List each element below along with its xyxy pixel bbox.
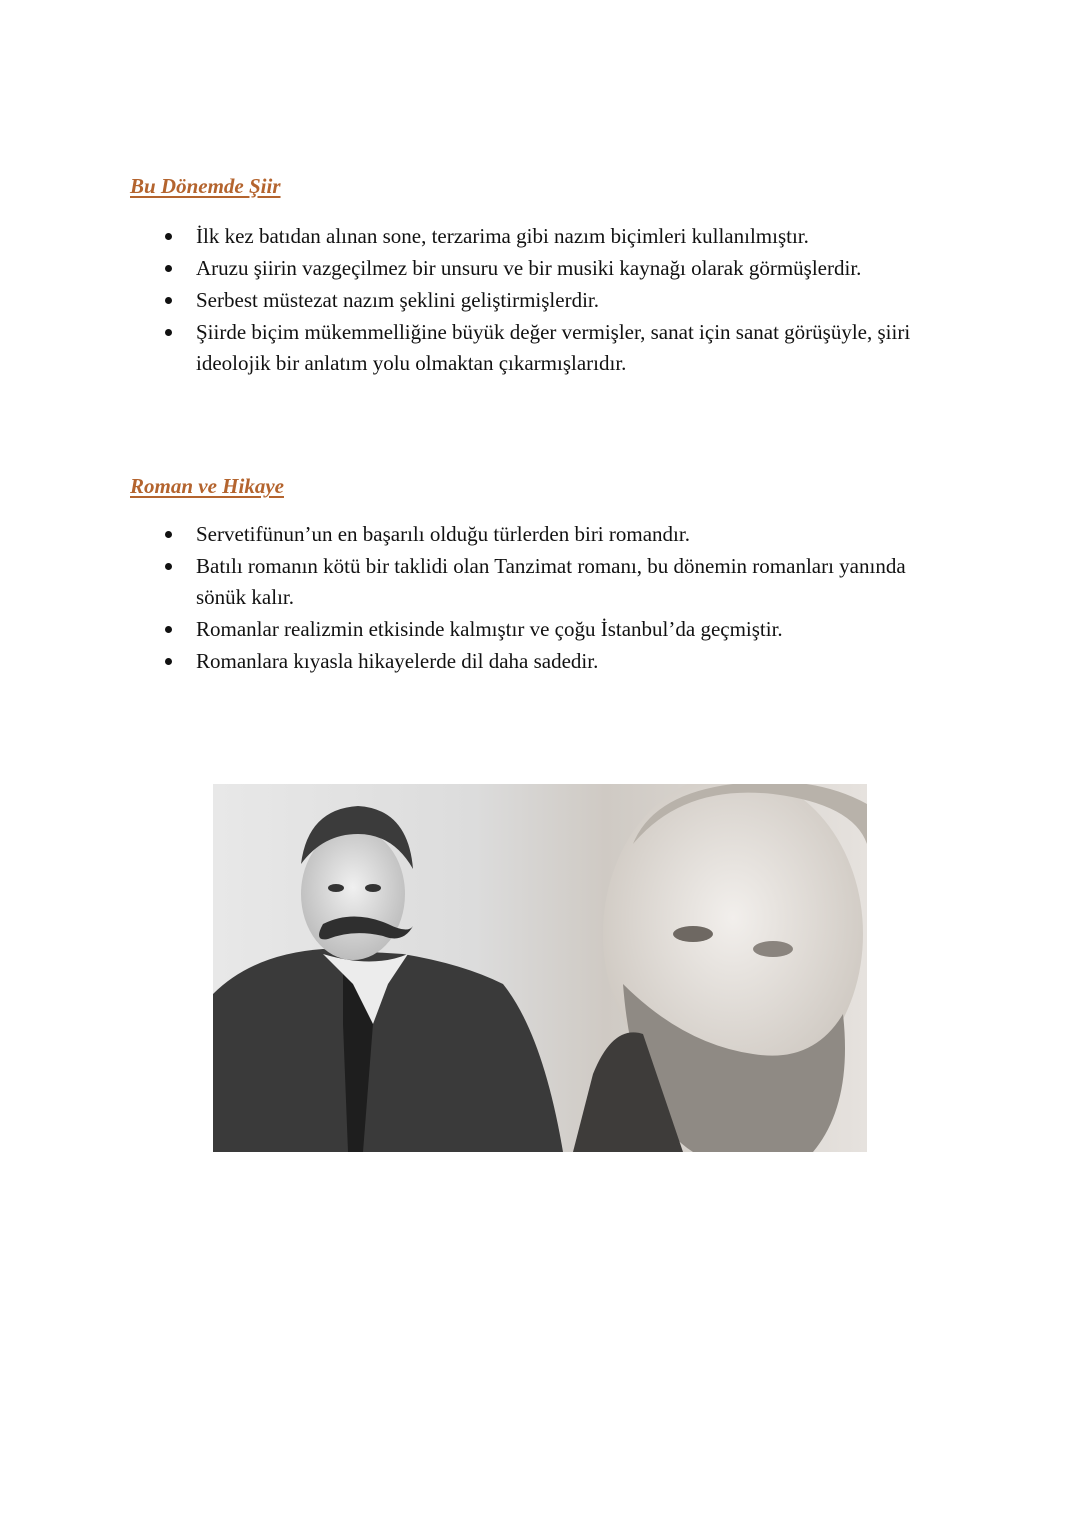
- list-item: Aruzu şiirin vazgeçilmez bir unsuru ve bir musiki kaynağı olarak görmüşlerdir.: [160, 253, 920, 284]
- bullet-icon: [165, 531, 172, 538]
- list-item: Servetifünun’un en başarılı olduğu türlerden biri romandır.: [160, 519, 950, 550]
- bullet-icon: [165, 626, 172, 633]
- list-item: Batılı romanın kötü bir taklidi olan Tanzimat romanı, bu dönemin romanları yanında sönük kalır.: [160, 551, 950, 613]
- novel-bullet-list: [160, 519, 950, 678]
- list-item: Romanlara kıyasla hikayelerde dil daha sadedir.: [160, 646, 950, 677]
- bullet-icon: [165, 329, 172, 336]
- list-item: Serbest müstezat nazım şeklini geliştirmişlerdir.: [160, 285, 920, 316]
- bullet-icon: [165, 265, 172, 272]
- poetry-bullet-list: [160, 221, 920, 380]
- bullet-icon: [165, 297, 172, 304]
- bullet-icon: [165, 563, 172, 570]
- list-item: Şiirde biçim mükemmelliğine büyük değer vermişler, sanat için sanat görüşüyle, şiiri ideolojik bir anlatım yolu olmaktan çıkarmışlarıdır.: [160, 317, 920, 379]
- portrait-illustration: [213, 784, 867, 1152]
- portrait-photo: [213, 784, 867, 1152]
- section-heading-poetry: Bu Dönemde Şiir: [130, 174, 281, 198]
- bullet-icon: [165, 233, 172, 240]
- bullet-icon: [165, 658, 172, 665]
- section-heading-novel-story: Roman ve Hikaye: [130, 474, 284, 498]
- list-item: Romanlar realizmin etkisinde kalmıştır ve çoğu İstanbul’da geçmiştir.: [160, 614, 950, 645]
- list-item: İlk kez batıdan alınan sone, terzarima gibi nazım biçimleri kullanılmıştır.: [160, 221, 920, 252]
